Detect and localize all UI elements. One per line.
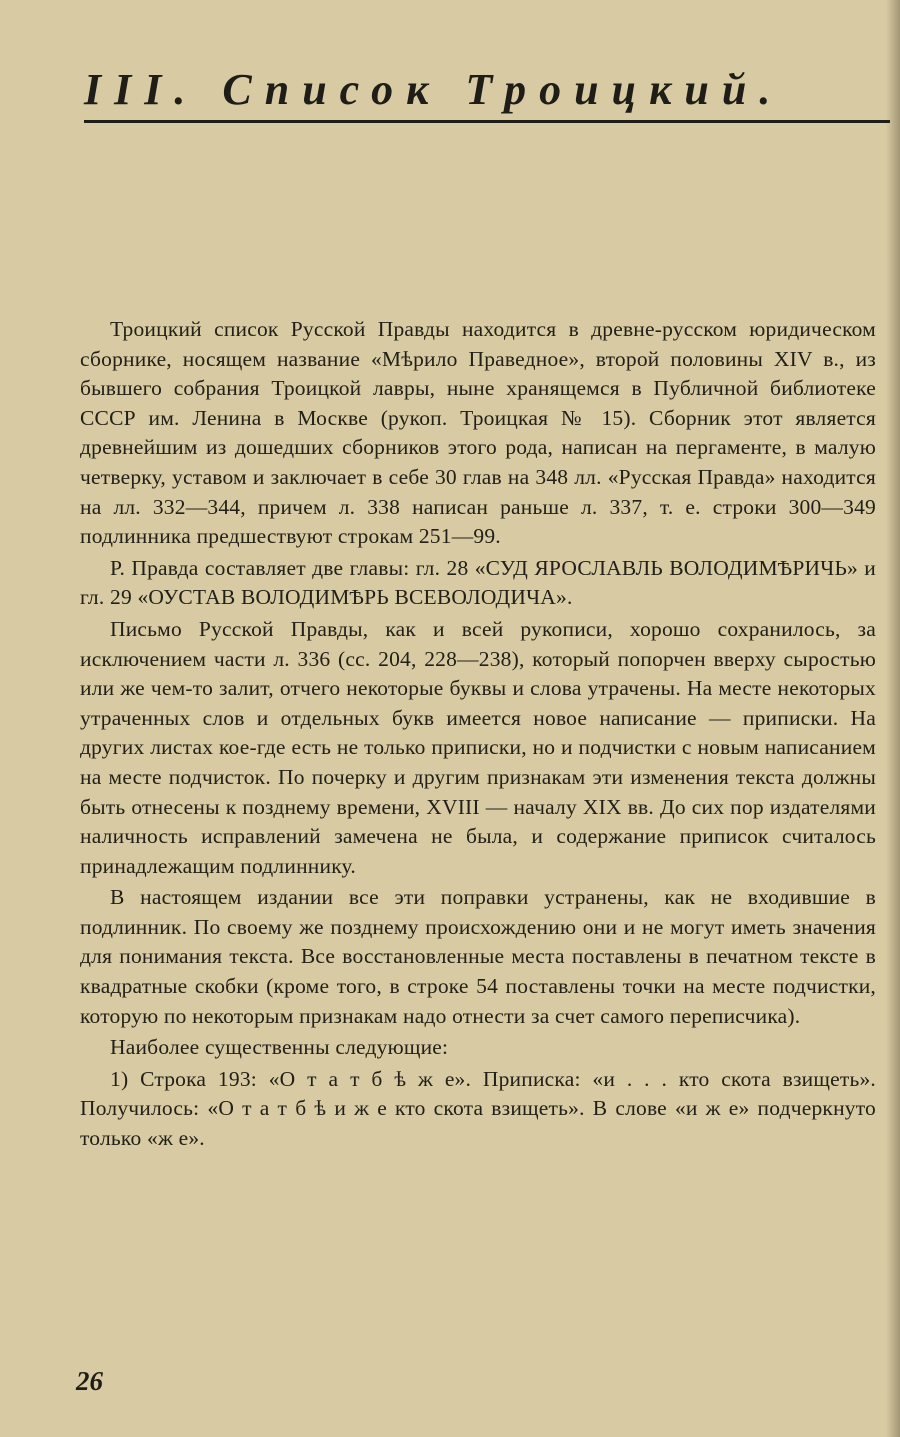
paragraph-list-intro: Наиболее существенны следующие: bbox=[110, 1035, 449, 1060]
paragraph-item-1: 1) Строка 193: «О т а т б ѣ ж е». Приписка: «и . . . кто скота взищеть». Получилось: «О т а т б ѣ и ж е кто скота взищеть». В слове «и ж е» подчеркнуто только «ж е». bbox=[80, 1066, 876, 1151]
chapter-header bbox=[84, 62, 890, 126]
chapter-title: III. Список Троицкий. bbox=[84, 65, 784, 114]
paragraph-edition-notes: В настоящем издании все эти поправки устранены, как не входившие в подлинник. По своему же позднему происхождению они и не могут иметь значения для понимания текста. Все восстановленные места поставлены в печатном тексте в квадратные скобки (кроме того, в строке 54 поставлены точки на месте подчистки, которую по некоторым признакам надо отнести за счет самого переписчика). bbox=[80, 885, 876, 1028]
paragraph-condition: Письмо Русской Правды, как и всей рукописи, хорошо сохранилось, за исключением части л. 336 (сс. 204, 228—238), который попорчен вверху сыростью или же чем-то залит, отчего некоторые буквы и слова утрачены. На месте некоторых утраченных слов и отдельных букв имеется новое написание — приписки. На других листах кое-где есть не только приписки, но и подчистки с новым написанием на месте подчисток. По почерку и другим признакам эти изменения текста должны быть отнесены к позднему времени, XVIII — началу XIX вв. До сих пор издателями наличность исправлений замечена не была, и содержание приписок считалось принадлежащим подлиннику. bbox=[80, 616, 876, 878]
paragraph-chapters: Р. Правда составляет две главы: гл. 28 «СУД ЯРОСЛАВЛЬ ВОЛОДИМѢРИЧЬ» и гл. 29 «ОУСТАВ ВОЛОДИМѢРЬ ВСЕВОЛОДИЧА». bbox=[80, 555, 876, 610]
page-number: 26 bbox=[76, 1366, 103, 1396]
body-text bbox=[80, 315, 876, 1156]
paragraph-manuscript-description: Троицкий список Русской Правды находится в древне-русском юридическом сборнике, носящем название «Мѣрило Праведное», второй половины XIV в., из бывшего собрания Троицкой лавры, ныне хранящемся в Публичной библиотеке СССР им. Ленина в Москве (рукоп. Троицкая № 15). Сборник этот является древнейшим из дошедших сборников этого рода, написан на пергаменте, в малую четверку, уставом и заключает в себе 30 глав на 348 лл. «Русская Правда» находится на лл. 332—344, причем л. 338 написан раньше л. 337, т. е. строки 300—349 подлинника предшествуют строкам 251—99. bbox=[80, 317, 876, 549]
header-rule bbox=[84, 120, 890, 123]
